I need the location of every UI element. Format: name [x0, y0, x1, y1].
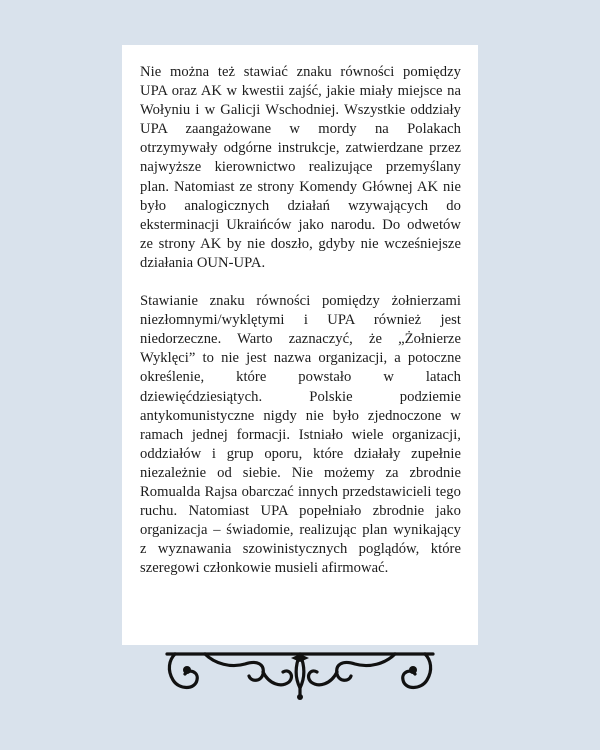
paragraph-2: Stawianie znaku równości pomiędzy żołnierzami niezłomnymi/wyklętymi i UPA również jest niedorzeczne. Warto zaznaczyć, że „Żołnierze Wyklęci” to nie jest nazwa organizacji, a potoczne określenie, które powstało w latach dziewięćdziesiątych. Polskie podziemie antykomunistyczne nigdy nie było zjednoczone w ramach jednej formacji. Istniało wiele organizacji, oddziałów i grup oporu, które działały zupełnie niezależnie od siebie. Nie możemy za zbrodnie Romualda Rajsa obarczać innych przedstawicieli tego ruchu. Natomiast UPA popełniało zbrodnie jako organizacja – świadomie, realizując plan wynikający z wyznawania szowinistycznych poglądów, które szeregowi członkowie musieli afirmować. — [140, 293, 461, 577]
flourish-divider-icon — [165, 650, 435, 702]
paragraph-1: Nie można też stawiać znaku równości pomiędzy UPA oraz AK w kwestii zajść, jakie miały miejsce na Wołyniu i w Galicji Wschodniej. Wszystkie oddziały UPA zaangażowane w mordy na Polakach otrzymywały odgórne instrukcje, zatwierdzane przez najwyższe kierownictwo realizujące przemyślany plan. Natomiast ze strony Komendy Głównej AK nie było analogicznych działań wzywających do eksterminacji Ukraińców jako narodu. Do odwetów ze strony AK by nie doszło, gdyby nie wcześniejsze działania OUN-UPA. — [140, 64, 461, 271]
text-card — [122, 45, 478, 645]
